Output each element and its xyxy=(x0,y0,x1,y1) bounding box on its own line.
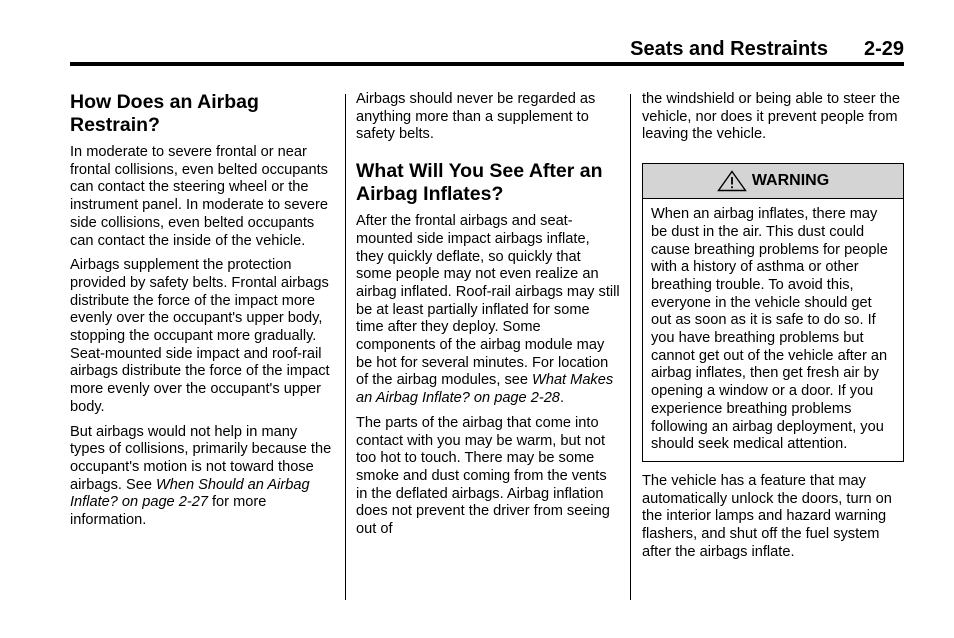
column-divider xyxy=(345,94,346,600)
column-divider xyxy=(630,94,631,600)
section-heading: How Does an Airbag Restrain? xyxy=(70,91,259,136)
warning-text: When an airbag inflates, there may be dust in the air. This dust could cause breathing problems for people with a history of asthma or other breathing trouble. To avoid this, everyone in the vehicle should get out as soon as it is safe to do so. If you have breathing problems but cannot get out of the vehicle after an airbag inflates, then get fresh air by opening a window or a door. If you experience breathing problems following an airbag deployment, you should seek medical attention. xyxy=(651,206,888,453)
paragraph: Airbags should never be regarded as anything more than a supplement to safety belts. xyxy=(356,91,596,143)
page-header xyxy=(70,36,904,62)
paragraph: The vehicle has a feature that may automatically unlock the doors, turn on the interior lamps and hazard warning flashers, and shut off the fuel system after the airbags inflate. xyxy=(642,472,892,560)
warning-body xyxy=(643,199,903,461)
paragraph: After the frontal airbags and seat-mounted side impact airbags inflate, they quickly deflate, so quickly that some people may not even realize an airbag inflated. Roof-rail airbags may still be at least partially inflated for some time after they deploy. Some components of the airbag module may be hot for several minutes. For location of the airbag modules, see What Makes an Airbag Inflate? on page 2-28. xyxy=(356,213,620,407)
cross-reference: What Makes an Airbag Inflate? on page 2-28 xyxy=(356,372,614,407)
column-3 xyxy=(642,91,904,568)
page-number: 2-29 xyxy=(863,37,904,60)
section-heading: What Will You See After an Airbag Inflates? xyxy=(356,160,603,206)
warning-label: WARNING xyxy=(751,172,830,190)
warning-box xyxy=(642,163,904,462)
warning-triangle-icon xyxy=(717,170,747,192)
column-2 xyxy=(356,91,620,546)
cross-reference: When Should an Airbag Inflate? on page 2-27 xyxy=(70,476,310,511)
column-1 xyxy=(70,91,332,537)
header-rule xyxy=(70,62,904,66)
warning-header xyxy=(643,164,903,199)
section-title: Seats and Restraints xyxy=(630,37,828,60)
paragraph: In moderate to severe frontal or near frontal collisions, even belted occupants can contact the steering wheel or the instrument panel. In moderate to severe side collisions, even belted occupants can contact the inside of the vehicle. xyxy=(70,144,328,249)
paragraph: The parts of the airbag that come into contact with you may be warm, but not too hot to touch. There may be some smoke and dust coming from the vents in the deflated airbags. Airbag inflation does not prevent the driver from seeing out of xyxy=(356,414,610,538)
paragraph: Airbags supplement the protection provided by safety belts. Frontal airbags distribute the force of the impact more evenly over the occupant's upper body, stopping the occupant more gradually. Seat-mounted side impact and roof-rail airbags distribute the force of the impact more evenly over the occupant's upper body. xyxy=(70,257,330,415)
paragraph: the windshield or being able to steer the vehicle, nor does it prevent people from leaving the vehicle. xyxy=(642,91,900,143)
paragraph: But airbags would not help in many types of collisions, primarily because the occupant's motion is not toward those airbags. See When Should an Airbag Inflate? on page 2-27 for more information. xyxy=(70,423,332,529)
